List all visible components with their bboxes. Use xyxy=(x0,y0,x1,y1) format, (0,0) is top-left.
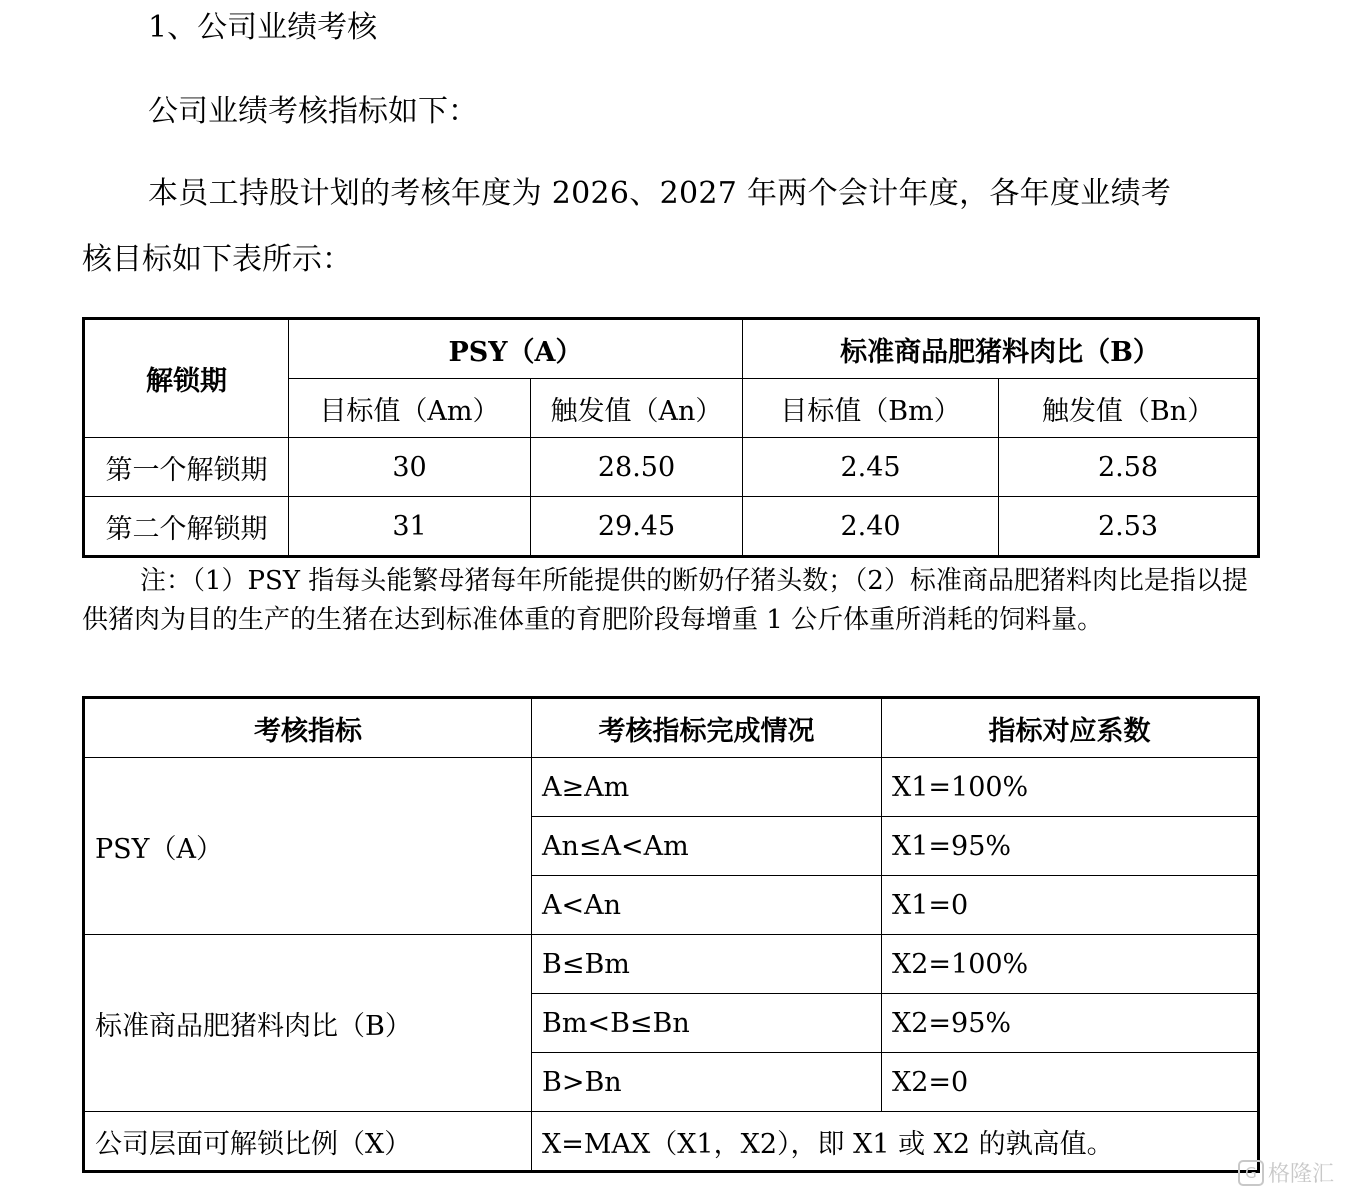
table-row xyxy=(84,758,1259,817)
psy-indicator-cell: PSY（A） xyxy=(84,758,532,935)
condition-cell: A≥Am xyxy=(532,758,882,817)
condition-cell: B≤Bm xyxy=(532,935,882,994)
condition-cell: B>Bn xyxy=(532,1053,882,1112)
condition-cell: A<An xyxy=(532,876,882,935)
bm-cell: 2.45 xyxy=(743,438,999,497)
bn-header: 触发值（Bn） xyxy=(999,379,1259,438)
an-cell: 28.50 xyxy=(531,438,743,497)
unlock-ratio-label: 公司层面可解锁比例（X） xyxy=(84,1112,532,1172)
completion-header: 考核指标完成情况 xyxy=(532,698,882,758)
unlock-ratio-formula: X=MAX（X1，X2），即 X1 或 X2 的孰高值。 xyxy=(532,1112,1259,1172)
intro-text: 公司业绩考核指标如下： xyxy=(148,94,478,129)
psy-group-header: PSY（A） xyxy=(289,319,743,379)
paragraph-line-2: 核目标如下表所示： xyxy=(82,242,352,277)
watermark xyxy=(1238,1157,1334,1188)
watermark-text: 格隆汇 xyxy=(1267,1162,1334,1187)
coefficient-cell: X1=0 xyxy=(882,876,1259,935)
feed-ratio-indicator-cell: 标准商品肥猪料肉比（B） xyxy=(84,935,532,1112)
table-row xyxy=(84,438,1259,497)
an-cell: 29.45 xyxy=(531,497,743,557)
bn-cell: 2.58 xyxy=(999,438,1259,497)
table-row xyxy=(84,1112,1259,1172)
bn-cell: 2.53 xyxy=(999,497,1259,557)
section-heading: 1、公司业绩考核 xyxy=(148,10,378,45)
bm-header: 目标值（Bm） xyxy=(743,379,999,438)
indicator-header: 考核指标 xyxy=(84,698,532,758)
unlock-target-table xyxy=(82,317,1260,558)
paragraph-line-1: 本员工持股计划的考核年度为 2026、2027 年两个会计年度，各年度业绩考 xyxy=(148,176,1172,211)
bm-cell: 2.40 xyxy=(743,497,999,557)
coefficient-table xyxy=(82,696,1260,1173)
gelonghui-logo-icon: G xyxy=(1238,1160,1264,1186)
coefficient-cell: X2=95% xyxy=(882,994,1259,1053)
coefficient-cell: X1=95% xyxy=(882,817,1259,876)
period-cell: 第一个解锁期 xyxy=(84,438,289,497)
an-header: 触发值（An） xyxy=(531,379,743,438)
am-cell: 31 xyxy=(289,497,531,557)
period-cell: 第二个解锁期 xyxy=(84,497,289,557)
condition-cell: An≤A<Am xyxy=(532,817,882,876)
table-row xyxy=(84,935,1259,994)
table-row xyxy=(84,497,1259,557)
coefficient-header: 指标对应系数 xyxy=(882,698,1259,758)
period-header: 解锁期 xyxy=(84,319,289,438)
feed-ratio-group-header: 标准商品肥猪料肉比（B） xyxy=(743,319,1259,379)
coefficient-cell: X2=0 xyxy=(882,1053,1259,1112)
condition-cell: Bm<B≤Bn xyxy=(532,994,882,1053)
coefficient-cell: X1=100% xyxy=(882,758,1259,817)
am-header: 目标值（Am） xyxy=(289,379,531,438)
table-note xyxy=(82,562,1257,640)
coefficient-cell: X2=100% xyxy=(882,935,1259,994)
note-text: 注：（1）PSY 指每头能繁母猪每年所能提供的断奶仔猪头数；（2）标准商品肥猪料肉比是指以提供猪肉为目的生产的生猪在达到标准体重的育肥阶段每增重 1 公斤体重所消耗的饲料量。 xyxy=(82,566,1248,635)
am-cell: 30 xyxy=(289,438,531,497)
